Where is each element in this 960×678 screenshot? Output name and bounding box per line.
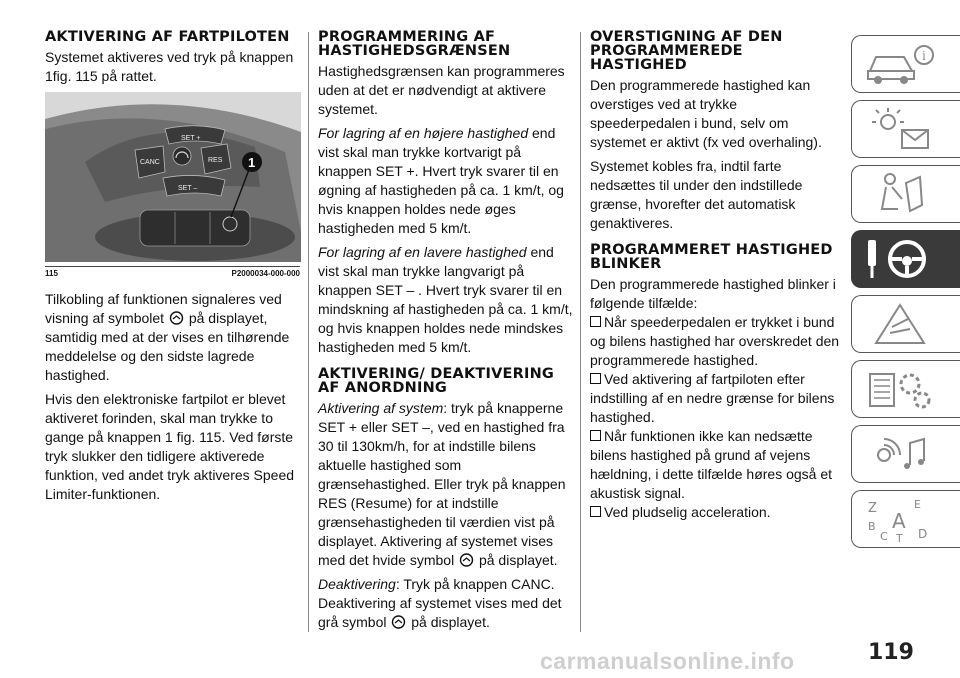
speed-limiter-icon xyxy=(168,311,185,325)
paragraph: Deaktivering: Tryk på knappen CANC. Deaktivering af systemet vises med det grå symbol på displayet. xyxy=(318,576,562,630)
set-plus-button xyxy=(165,126,225,144)
svg-text:i: i xyxy=(922,49,926,63)
bullet-item: Ved pludselig acceleration. xyxy=(590,503,840,522)
bullet-icon xyxy=(590,506,601,517)
heading-programmering: PROGRAMMERING AF HASTIGHEDSGRÆNSEN xyxy=(318,29,511,59)
figure-code: P2000034-000-000 xyxy=(231,269,300,278)
tab-multimedia[interactable] xyxy=(851,425,960,483)
paragraph: For lagring af en højere hastighed end vist skal man trykke kortvarigt på knappen SET +. Hvert tryk svarer til en øgning af hastigheden på ca. 1 km/t, og hvis knappen holdes nede øges hastigheden med 5 km/t. xyxy=(318,125,564,236)
tab-car-info[interactable] xyxy=(851,35,960,93)
set-minus-label: SET – xyxy=(178,185,198,192)
canc-button xyxy=(135,146,165,178)
bullet-item: Når funktionen ikke kan nedsætte bilens hastighed på grund af vejens hældning, i dette tilfælde høres også et akustisk signal. xyxy=(590,428,833,501)
res-label: RES xyxy=(208,157,223,164)
steering-wheel-illustration xyxy=(45,92,301,262)
bullet-icon xyxy=(590,373,601,384)
tab-lights-messages[interactable] xyxy=(851,100,960,158)
paragraph: Tilkobling af funktionen signaleres ved visning af symbolet på displayet, samtidig med at der vises en tilhørende meddelelse og den sidste lagrede hastighed. xyxy=(45,291,290,383)
bullet-item: Når speederpedalen er trykket i bund og bilens hastighed har overskredet den programmerede hastighed. xyxy=(590,314,840,368)
svg-text:C: C xyxy=(880,530,888,543)
svg-text:Z: Z xyxy=(868,501,877,516)
multimedia-icon xyxy=(862,429,942,479)
bullet-icon xyxy=(590,430,601,441)
column-3 xyxy=(590,30,840,522)
figure-number: 115 xyxy=(45,269,58,278)
bullet-icon xyxy=(590,316,601,327)
paragraph: Systemet kobles fra, indtil farte nedsættes til under den indstillede grænse, hvorefter det automatisk genaktiveres. xyxy=(590,158,803,231)
svg-text:T: T xyxy=(896,532,903,544)
tab-index[interactable] xyxy=(851,490,960,548)
car-info-icon xyxy=(862,39,942,89)
heading-overstigning: OVERSTIGNING AF DEN PROGRAMMEREDE HASTIGHED xyxy=(590,29,783,73)
callout-label: 1 xyxy=(248,155,256,170)
heading-aktivering-deaktivering: AKTIVERING/ DEAKTIVERING AF ANORDNING xyxy=(318,366,555,396)
heading-aktivering-fartpiloten: AKTIVERING AF FARTPILOTEN xyxy=(45,29,290,45)
steering-wheel-key-icon xyxy=(862,234,942,284)
column-1 xyxy=(45,30,300,509)
paragraph: Den programmerede hastighed kan overstiges ved at trykke speederpedalen i bund, selv om systemet er aktivt (fx ved overhaling). xyxy=(590,77,822,150)
tab-emergency[interactable] xyxy=(851,295,960,353)
figure-steering-wheel xyxy=(45,92,301,262)
tab-starting-driving[interactable] xyxy=(851,230,960,288)
speed-limiter-icon xyxy=(458,553,475,567)
paragraph: Aktivering af system: tryk på knapperne SET + eller SET –, ved en hastighed fra 30 til 130km/h, for at indstille bilens aktuelle hastighed som grænsehastighed. Eller tryk på knappen RES (Resume) for at indstille grænsehastigheden til værdien vist på displayet. Aktivering af systemet vises med det hvide symbol på displayet. xyxy=(318,400,566,568)
paragraph: Hvis den elektroniske fartpilot er blevet aktiveret forinden, skal man trykke to gange på knappen 1 fig. 115. Ved første tryk slukker den tidligere aktiverede funktion, ved andet tryk aktiveres Speed Limiter-funktionen. xyxy=(45,391,295,502)
gears-icon xyxy=(862,364,942,414)
speed-limiter-icon xyxy=(390,615,407,629)
canc-label: CANC xyxy=(140,159,160,166)
figure-caption xyxy=(45,266,300,278)
alphabet-index-icon xyxy=(862,494,942,544)
tab-safety[interactable] xyxy=(851,165,960,223)
svg-text:A: A xyxy=(892,509,906,533)
page-number: 119 xyxy=(868,640,914,665)
lights-messages-icon xyxy=(862,104,942,154)
watermark: carmanualsonline.info xyxy=(540,648,795,674)
safety-seat-icon xyxy=(862,169,942,219)
bullet-item: Ved aktivering af fartpiloten efter indstilling af en nedre grænse for bilens hastighed. xyxy=(590,371,835,425)
column-2 xyxy=(318,30,576,637)
speed-limiter-icon xyxy=(173,147,191,165)
svg-text:D: D xyxy=(918,527,928,541)
heading-hastighed-blinker: PROGRAMMERET HASTIGHED BLINKER xyxy=(590,242,833,272)
svg-text:B: B xyxy=(868,520,876,533)
paragraph: For lagring af en lavere hastighed end vist skal man trykke langvarigt på knappen SET – . Hvert tryk svarer til en mindskning af hastigheden på ca. 1 km/t, og hvis knappen holdes nede mindskes hastigheden med 5 km/t. xyxy=(318,244,573,355)
svg-text:E: E xyxy=(914,498,921,511)
paragraph: Hastighedsgrænsen kan programmeres uden at det er nødvendigt at aktivere systemet. xyxy=(318,63,565,117)
paragraph: Den programmerede hastighed blinker i følgende tilfælde: xyxy=(590,276,836,311)
chapter-tabs xyxy=(851,35,960,555)
paragraph: Systemet aktiveres ved tryk på knappen 1fig. 115 på rattet. xyxy=(45,49,294,84)
tab-maintenance[interactable] xyxy=(851,360,960,418)
set-minus-button xyxy=(163,175,225,196)
warning-triangle-icon xyxy=(862,299,942,349)
set-plus-label: SET + xyxy=(181,135,201,142)
